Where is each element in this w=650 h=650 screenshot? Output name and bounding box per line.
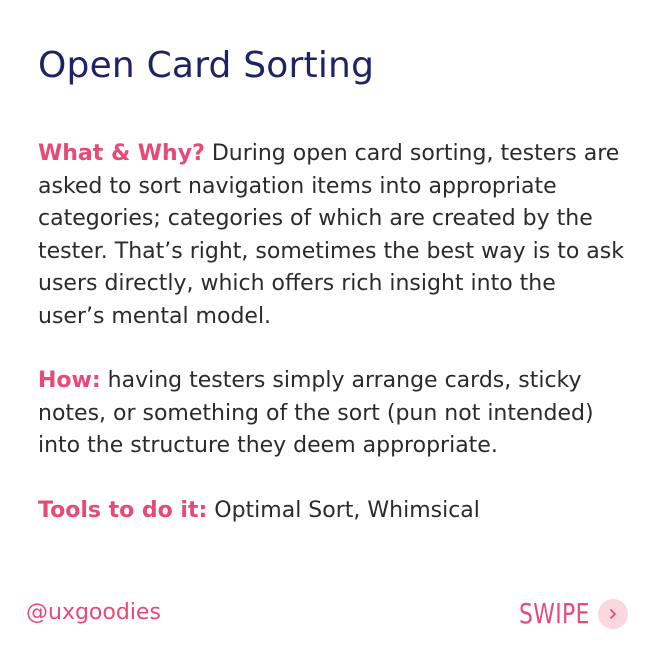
- chevron-right-icon: [598, 599, 628, 629]
- section-tools: [38, 495, 628, 528]
- section-how: [38, 365, 628, 463]
- section-label: What & Why?: [38, 141, 205, 166]
- section-what-why: [38, 138, 628, 333]
- swipe-label: SWIPE: [519, 597, 590, 630]
- section-text: Optimal Sort, Whimsical: [207, 497, 480, 523]
- content: [38, 138, 628, 527]
- section-label: Tools to do it:: [38, 497, 208, 523]
- swipe-indicator[interactable]: [499, 597, 628, 630]
- section-label: How:: [38, 368, 101, 393]
- page-title: Open Card Sorting: [38, 45, 375, 86]
- social-handle: @uxgoodies: [26, 600, 161, 625]
- section-text: During open card sorting, testers are asked to sort navigation items into appropriate categories; categories of which are created by the tester. That’s right, sometimes the best way is to ask users directly, which offers rich insight into the user’s mental model.: [38, 141, 624, 329]
- section-text: having testers simply arrange cards, sticky notes, or something of the sort (pun not intended) into the structure they deem appropriate.: [38, 368, 594, 458]
